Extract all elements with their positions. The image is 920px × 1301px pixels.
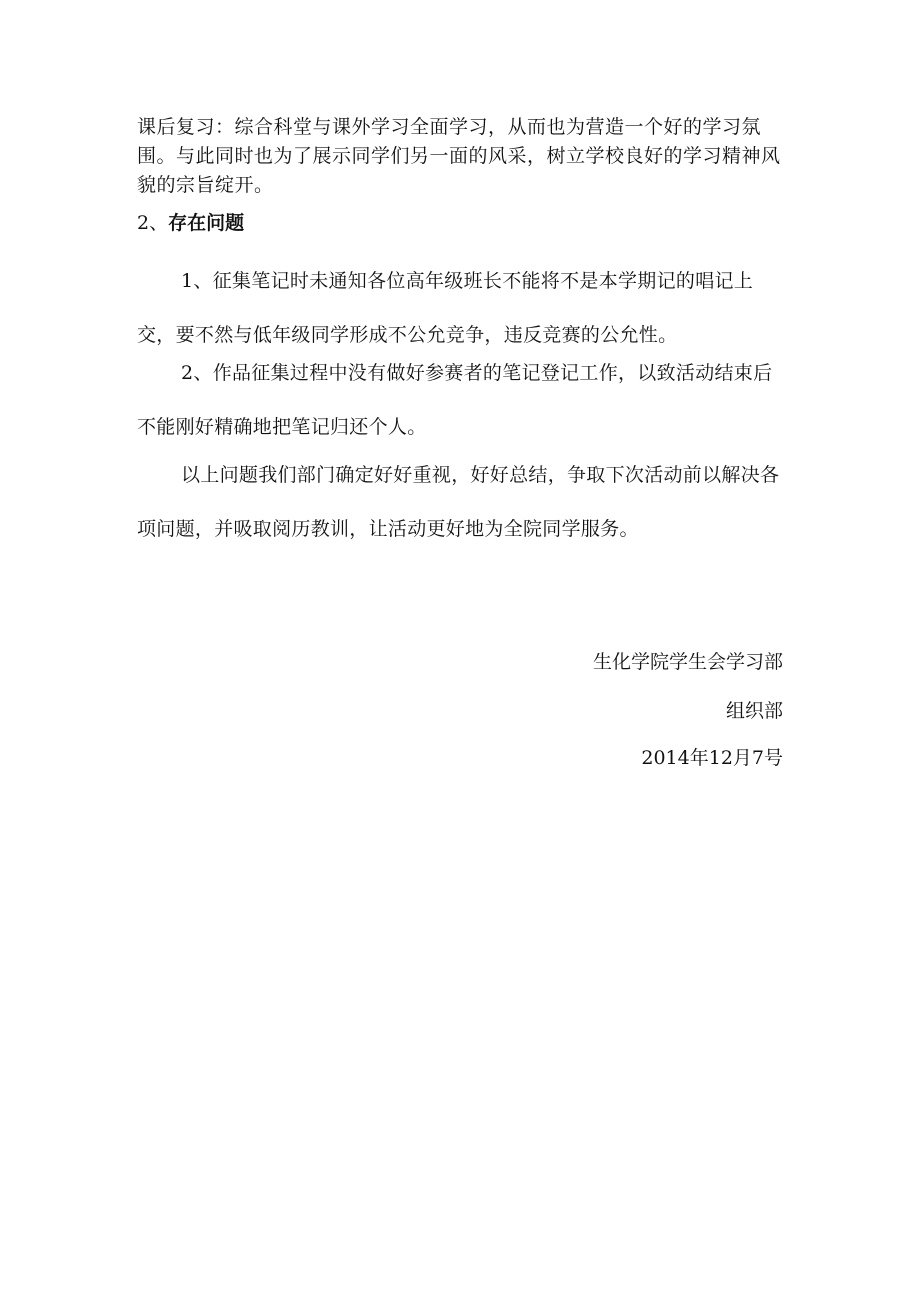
signature-dept: 组织部 <box>725 700 783 722</box>
conclusion-paragraph: 以上问题我们部门确定好好重视，好好总结，争取下次活动前以解决各项问题，并吸取阅历教训，让活动更好地为全院同学服务。 <box>137 464 780 540</box>
issue-paragraph-2: 2、作品征集过程中没有做好参赛者的笔记登记工作，以致活动结束后不能刚好精确地把笔记归还个人。 <box>137 362 773 438</box>
intro-paragraph: 课后复习：综合科堂与课外学习全面学习，从而也为营造一个好的学习氛围。与此同时也为了展示同学们另一面的风采，树立学校良好的学习精神风貌的宗旨绽开。 <box>137 116 781 196</box>
issue-paragraph-1: 1、征集笔记时未通知各位高年级班长不能将不是本学期记的唱记上交，要不然与低年级同学形成不公允竞争，违反竞赛的公允性。 <box>137 270 754 346</box>
signature-date: 2014年12月7号 <box>641 747 783 769</box>
signature-org: 生化学院学生会学习部 <box>592 651 783 673</box>
section-number: 2、 <box>137 212 169 234</box>
section-heading <box>137 209 244 238</box>
section-title: 存在问题 <box>168 212 245 234</box>
